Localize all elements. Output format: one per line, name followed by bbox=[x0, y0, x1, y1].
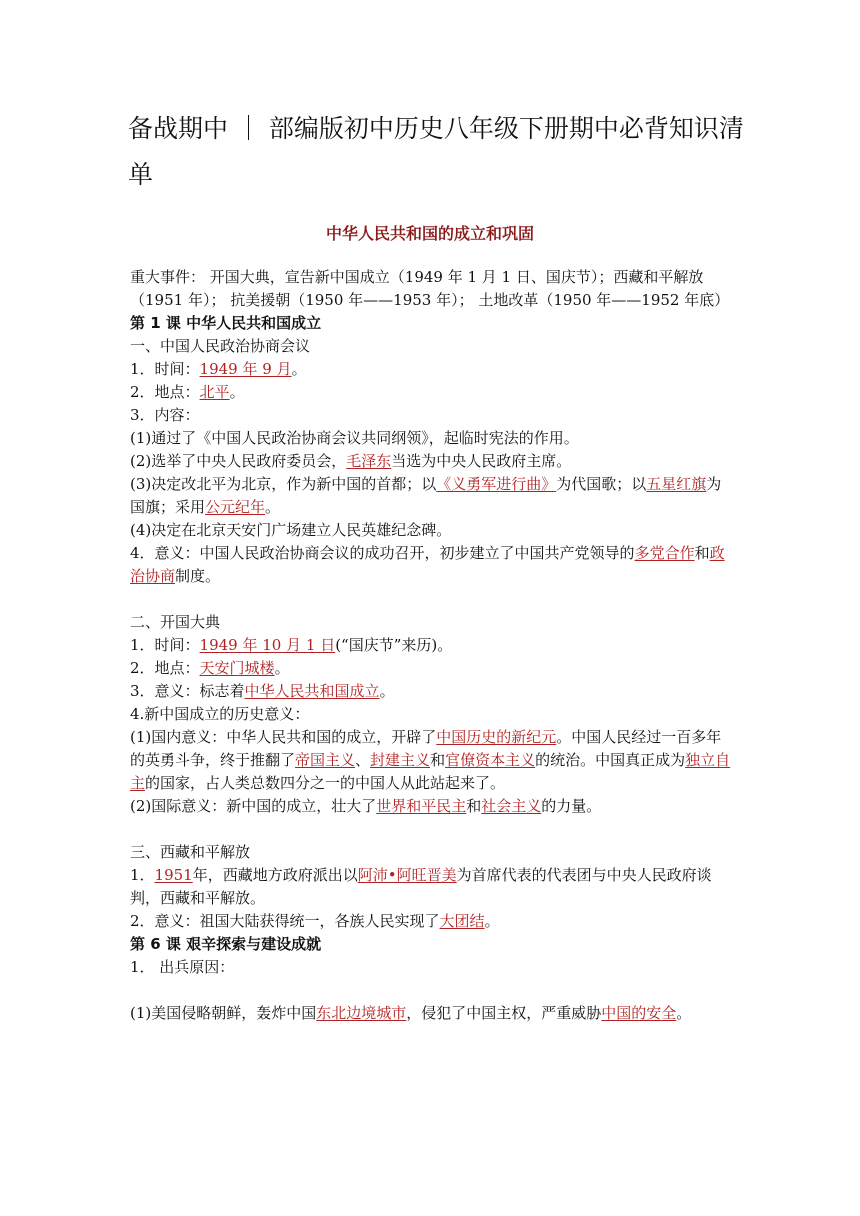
key-term: 中国的安全 bbox=[601, 1004, 677, 1022]
text-run: (1)通过了《中国人民政治协商会议共同纲领》，起临时宪法的作用。 bbox=[130, 429, 579, 447]
text-run: (2)选举了中央人民政府委员会， bbox=[130, 452, 347, 470]
paragraph bbox=[130, 473, 732, 519]
paragraph bbox=[130, 680, 732, 703]
key-term: 北平 bbox=[199, 383, 230, 401]
paragraph bbox=[130, 404, 732, 427]
paragraph bbox=[130, 542, 732, 588]
text-run: 。 bbox=[484, 912, 500, 930]
text-run: 为国旗；采用 bbox=[130, 475, 722, 516]
text-run: (1)国内意义：中华人民共和国的成立，开辟了 bbox=[130, 728, 437, 746]
paragraph bbox=[130, 864, 732, 910]
text-run: 1．时间： bbox=[130, 360, 200, 378]
text-run: 一、中国人民政治协商会议 bbox=[130, 337, 311, 355]
text-run: 第 1 课 中华人民共和国成立 bbox=[130, 314, 322, 332]
key-term: 1949 年 10 月 1 日 bbox=[199, 636, 336, 654]
key-term: 1951 bbox=[154, 866, 193, 884]
key-term: 官僚资本主义 bbox=[445, 751, 536, 769]
text-run: 、 bbox=[355, 751, 371, 769]
text-run: 4.新中国成立的历史意义： bbox=[130, 705, 310, 723]
paragraph bbox=[130, 450, 732, 473]
text-run: 的国家，占人类总数四分之一的中国人从此站起来了。 bbox=[145, 774, 506, 792]
paragraph-gap bbox=[130, 818, 732, 841]
text-run: ，侵犯了中国主权，严重威胁 bbox=[406, 1004, 602, 1022]
lesson-heading bbox=[130, 933, 732, 956]
paragraph bbox=[130, 657, 732, 680]
paragraph bbox=[130, 634, 732, 657]
text-run: 1． bbox=[130, 866, 155, 884]
paragraph bbox=[130, 358, 732, 381]
key-term: 政治协商 bbox=[130, 544, 725, 585]
document-title: 备战期中 ｜ 部编版初中历史八年级下册期中必背知识清单 bbox=[128, 114, 744, 189]
key-term: 五星红旗 bbox=[646, 475, 707, 493]
paragraph bbox=[130, 427, 732, 450]
key-term: 《义勇军进行曲》 bbox=[436, 475, 557, 493]
text-run: 。 bbox=[676, 1004, 692, 1022]
text-run: 为代国歌；以 bbox=[556, 475, 647, 493]
paragraph bbox=[130, 910, 732, 933]
key-term: 社会主义 bbox=[481, 797, 542, 815]
text-run: 4．意义：中国人民政治协商会议的成功召开，初步建立了中国共产党领导的 bbox=[130, 544, 635, 562]
text-run: (1)美国侵略朝鲜，轰炸中国 bbox=[130, 1004, 317, 1022]
text-run: 3．内容： bbox=[130, 406, 200, 424]
text-run: 年，西藏地方政府派出以 bbox=[192, 866, 358, 884]
text-run: 第 6 课 艰辛探索与建设成就 bbox=[130, 935, 322, 953]
text-run: 1． 出兵原因： bbox=[130, 958, 235, 976]
section-title: 中华人民共和国的成立和巩固 bbox=[325, 224, 534, 243]
text-run: 三、西藏和平解放 bbox=[130, 843, 251, 861]
key-term: 帝国主义 bbox=[295, 751, 356, 769]
text-run: 3．意义：标志着 bbox=[130, 682, 245, 700]
text-run: 。 bbox=[229, 383, 245, 401]
text-run: 为首席代表的代表团与中央人民政府谈判，西藏和平解放。 bbox=[130, 866, 712, 907]
text-run: 。 bbox=[265, 498, 281, 516]
paragraph bbox=[130, 726, 732, 795]
paragraph bbox=[130, 335, 732, 358]
paragraph-gap bbox=[130, 588, 732, 611]
text-run: (3)决定改北平为北京，作为新中国的首都；以 bbox=[130, 475, 437, 493]
lesson-heading bbox=[130, 312, 732, 335]
paragraph bbox=[130, 519, 732, 542]
text-run: 。 bbox=[379, 682, 395, 700]
paragraph bbox=[130, 1002, 732, 1025]
key-term: 封建主义 bbox=[370, 751, 431, 769]
key-term: 中国历史的新纪元 bbox=[436, 728, 557, 746]
text-run: 和 bbox=[466, 797, 482, 815]
text-run: 。 bbox=[291, 360, 307, 378]
key-term: 阿沛•阿旺晋美 bbox=[357, 866, 457, 884]
key-term: 中华人民共和国成立 bbox=[244, 682, 380, 700]
paragraph bbox=[130, 956, 732, 979]
key-term: 毛泽东 bbox=[346, 452, 392, 470]
key-term: 东北边境城市 bbox=[316, 1004, 407, 1022]
key-term: 大团结 bbox=[439, 912, 485, 930]
key-term: 独立自主 bbox=[130, 751, 731, 792]
paragraph bbox=[130, 703, 732, 726]
key-term: 多党合作 bbox=[634, 544, 695, 562]
text-run: 。中国人民经过一百多年的英勇斗争，终于推翻了 bbox=[130, 728, 722, 769]
text-run: 2．地点： bbox=[130, 383, 200, 401]
text-run: 二、开国大典 bbox=[130, 613, 221, 631]
key-term: 1949 年 9 月 bbox=[199, 360, 292, 378]
text-run: 2．意义：祖国大陆获得统一，各族人民实现了 bbox=[130, 912, 440, 930]
text-run: 重大事件： 开国大典，宣告新中国成立（1949 年 1 月 1 日、国庆节）；西藏和平解放（1951 年）； 抗美援朝（1950 年——1953 年）； 土地改革（1950 年——1952 年底） bbox=[130, 268, 730, 309]
text-run: 当选为中央人民政府主席。 bbox=[391, 452, 572, 470]
document-body bbox=[130, 266, 732, 1025]
key-term: 公元纪年 bbox=[205, 498, 266, 516]
text-run: 和 bbox=[694, 544, 710, 562]
paragraph bbox=[130, 795, 732, 818]
text-run: 1．时间： bbox=[130, 636, 200, 654]
key-term: 世界和平民主 bbox=[376, 797, 467, 815]
text-run: 制度。 bbox=[175, 567, 221, 585]
text-run: (“国庆节”来历)。 bbox=[335, 636, 453, 654]
text-run: (4)决定在北京天安门广场建立人民英雄纪念碑。 bbox=[130, 521, 452, 539]
text-run: 的力量。 bbox=[541, 797, 602, 815]
paragraph bbox=[130, 611, 732, 634]
text-run: 的统治。中国真正成为 bbox=[535, 751, 686, 769]
paragraph bbox=[130, 266, 732, 312]
paragraph bbox=[130, 381, 732, 404]
text-run: 。 bbox=[274, 659, 290, 677]
text-run: (2)国际意义：新中国的成立，壮大了 bbox=[130, 797, 377, 815]
paragraph bbox=[130, 841, 732, 864]
key-term: 天安门城楼 bbox=[199, 659, 275, 677]
text-run: 和 bbox=[430, 751, 446, 769]
text-run: 2．地点： bbox=[130, 659, 200, 677]
paragraph-gap bbox=[130, 979, 732, 1002]
